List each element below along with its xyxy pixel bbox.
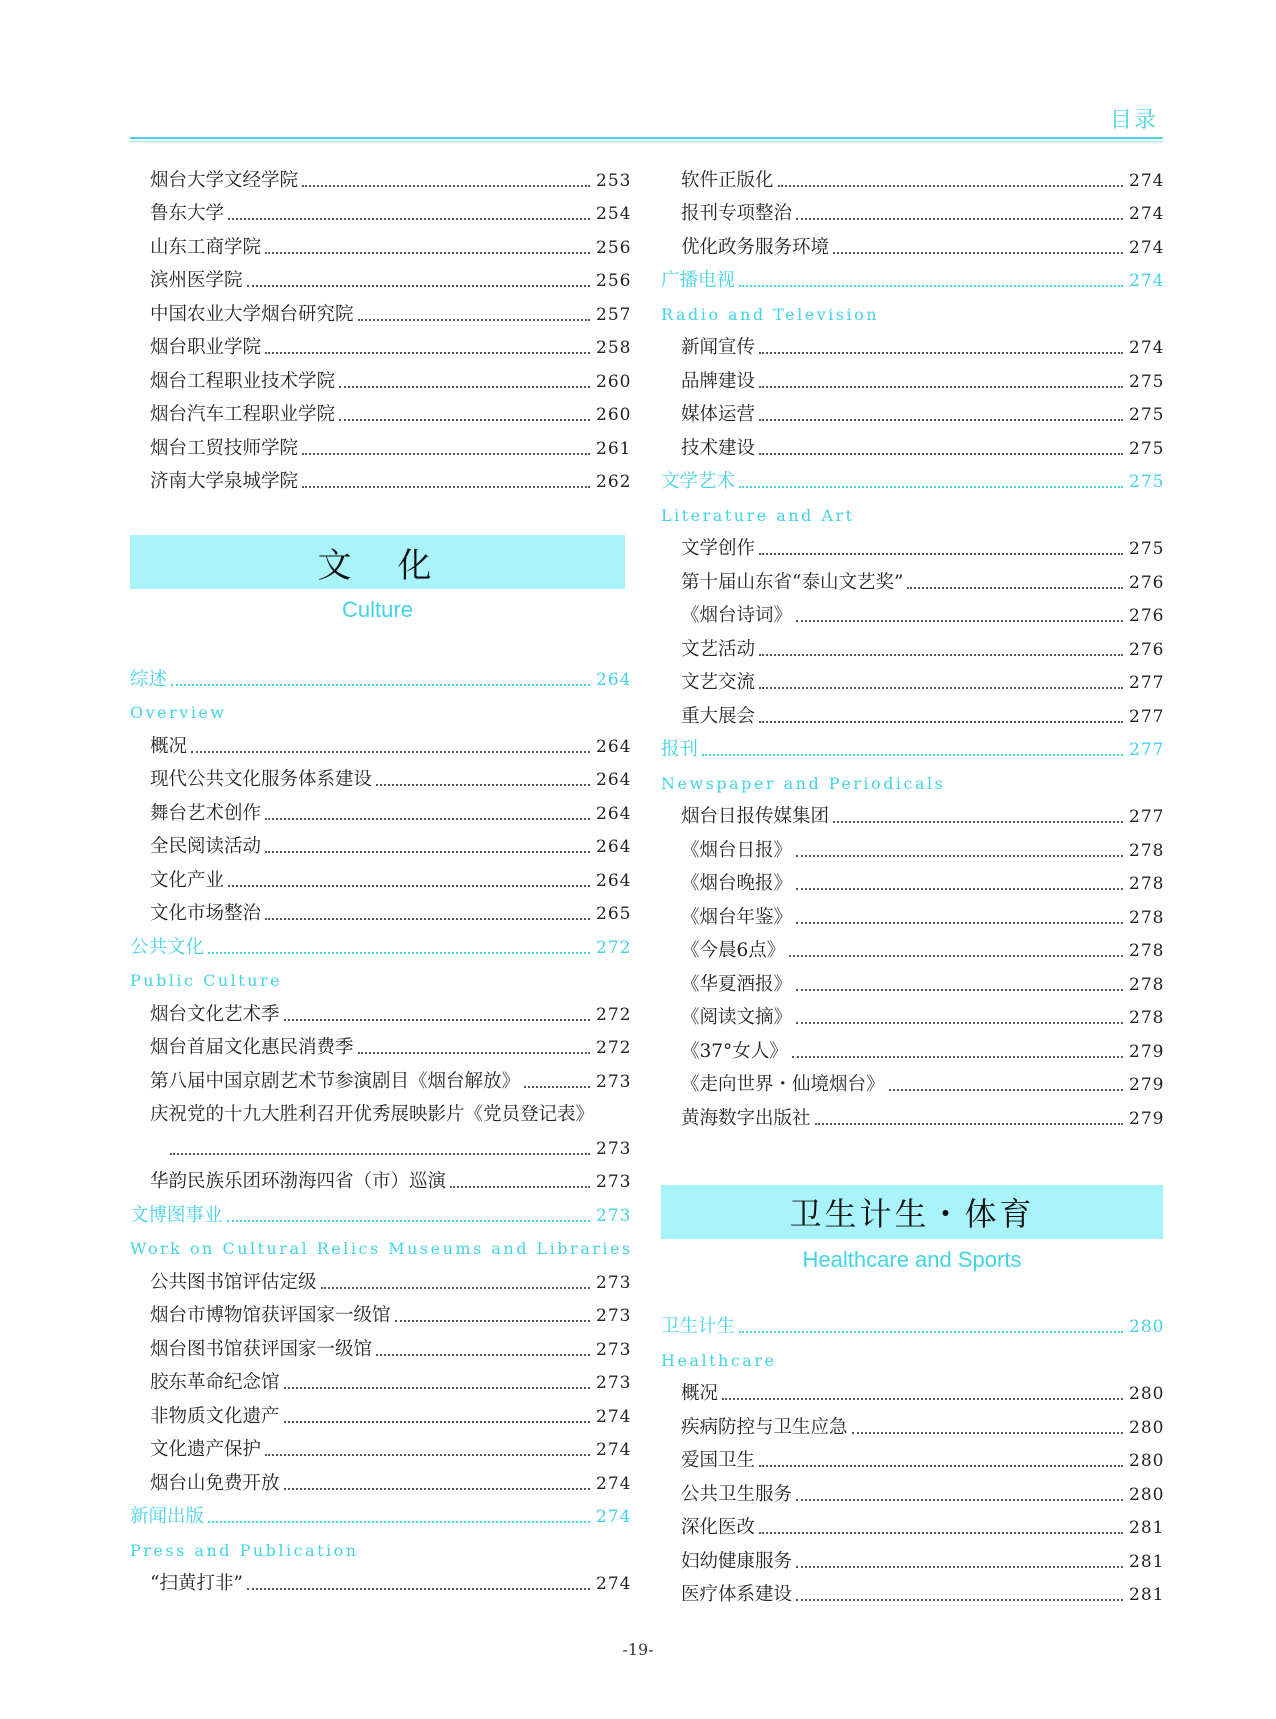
toc-entry [130,860,630,894]
toc-entry [130,1329,630,1363]
toc-category-entry [661,261,1163,295]
toc-leader-dots [796,1599,1123,1601]
toc-entry-label: “扫黄打非” [150,1573,243,1594]
toc-entry-page: 256 [596,237,632,258]
toc-entry [661,361,1163,395]
toc-entry-page: 280 [1129,1384,1165,1404]
toc-entry-page: 274 [1129,170,1165,191]
toc-entry-label: 烟台文化艺术季 [150,1003,280,1025]
toc-category-entry [130,927,630,961]
toc-entry-page: 278 [1129,907,1165,928]
toc-entry [130,1396,630,1430]
toc-entry [661,931,1163,965]
toc-entry [661,998,1163,1032]
toc-entry-label: 文学创作 [681,538,756,559]
toc-entry [661,529,1163,563]
toc-leader-dots [759,1532,1123,1534]
toc-entry-label: 胶东革命纪念馆 [150,1372,280,1393]
page-number: -19- [622,1640,654,1659]
toc-entry-page: 253 [596,170,632,191]
toc-entry [130,1296,630,1330]
toc-leader-dots [796,855,1123,857]
toc-entry [130,361,630,395]
toc-entry-page: 273 [596,1071,632,1092]
toc-entry-page: 280 [1129,1417,1165,1438]
toc-leader-dots [796,1499,1123,1501]
toc-right-column [661,160,1163,1608]
toc-entry-label: 《今晨6点》 [681,940,786,961]
toc-entry-label: 烟台大学文经学院 [150,169,299,191]
toc-entry-label: 山东工商学院 [150,236,262,258]
toc-entry-page: 261 [596,438,632,459]
toc-category-entry [130,1497,630,1531]
toc-entry-page: 275 [1129,539,1165,559]
toc-entry-page: 273 [596,1272,632,1293]
toc-entry-page: 278 [1129,974,1165,995]
toc-entry-page: 272 [596,937,632,958]
toc-entry-label: 烟台工贸技师学院 [150,437,299,459]
toc-entry-label: 烟台日报传媒集团 [681,806,830,827]
toc-entry-page: 278 [1129,941,1165,961]
toc-entry-label: 文化产业 [150,869,225,891]
toc-leader-dots [247,285,590,287]
section-title-health: 卫生计生・体育 [789,1194,1035,1233]
toc-entry [661,227,1163,261]
toc-leader-dots [395,1320,590,1322]
toc-entry-label: 《华夏酒报》 [681,973,793,995]
toc-leader-dots [739,1331,1123,1333]
toc-entry-label: 文艺交流 [681,672,756,693]
toc-entry [130,160,630,194]
toc-entry [661,1441,1163,1475]
toc-entry [130,1463,630,1497]
toc-leader-dots [852,1432,1123,1434]
toc-entry [661,964,1163,998]
toc-entry [661,395,1163,429]
toc-leader-dots [265,352,590,354]
toc-entry [130,227,630,261]
toc-leader-dots [796,922,1123,924]
toc-entry-page: 278 [1129,1008,1165,1028]
toc-leader-dots [208,1521,590,1523]
toc-entry-label: 妇幼健康服务 [681,1550,793,1572]
toc-entry-page: 277 [1129,673,1165,693]
toc-entry [661,1508,1163,1542]
toc-leader-dots [247,1588,590,1590]
toc-leader-dots [789,955,1123,957]
toc-entry [130,760,630,794]
toc-entry [661,696,1163,730]
toc-entry-page: 264 [596,837,632,857]
toc-entry-page: 264 [596,736,632,757]
toc-entry [661,1374,1163,1408]
toc-entry-label: 烟台汽车工程职业学院 [150,404,336,425]
toc-entry [130,1162,630,1196]
toc-entry-page: 264 [596,803,632,824]
toc-entry-label: 《走向世界・仙境烟台》 [681,1074,885,1095]
toc-leader-dots [170,1153,590,1155]
toc-entry [130,1128,630,1162]
toc-category-entry [130,659,630,693]
toc-entry [130,1095,630,1129]
toc-entry-label: 《阅读文摘》 [681,1007,793,1028]
page-header-title: 目录 [1109,108,1158,133]
toc-entry [661,1474,1163,1508]
toc-leader-dots [759,687,1123,689]
toc-leader-dots [228,218,590,220]
toc-entry-label: 烟台山免费开放 [150,1472,280,1494]
toc-entry [661,663,1163,697]
toc-entry-label: 济南大学泉城学院 [150,471,299,492]
toc-entry-page: 274 [596,1440,632,1460]
toc-entry-label: 烟台工程职业技术学院 [150,370,336,392]
toc-leader-dots [228,885,590,887]
toc-leader-dots [796,620,1123,622]
toc-entry [661,596,1163,630]
toc-leader-dots [796,989,1123,991]
toc-leader-dots [796,218,1123,220]
toc-entry [130,1061,630,1095]
toc-entry-label: 《烟台日报》 [681,839,793,861]
toc-entry-page: 279 [1129,1108,1165,1129]
toc-category-english: Literature and Art [661,505,855,525]
toc-entry-label: 文化遗产保护 [150,1439,262,1460]
toc-leader-dots [796,1022,1123,1024]
toc-leader-dots [376,1354,590,1356]
toc-entry-label: 优化政务服务环境 [681,236,830,258]
toc-entry [661,830,1163,864]
toc-entry [661,428,1163,462]
toc-entry-label: 舞台艺术创作 [150,802,262,824]
toc-list-right-health [661,1307,1163,1609]
toc-entry-page: 277 [1129,740,1165,760]
toc-entry-page: 272 [596,1038,632,1058]
toc-leader-dots [284,1019,590,1021]
toc-leader-dots [778,185,1123,187]
toc-leader-dots [302,486,590,488]
toc-entry-label: 第十届山东省“泰山文艺奖” [681,571,904,593]
toc-entry-page: 276 [1129,606,1165,626]
toc-entry-page: 262 [596,472,632,492]
toc-entry-page: 276 [1129,572,1165,593]
toc-leader-dots [739,486,1123,488]
toc-entry-label: 公共图书馆评估定级 [150,1271,317,1293]
toc-entry [661,864,1163,898]
toc-entry-page: 274 [596,1574,632,1594]
toc-entry [130,294,630,328]
toc-entry-label: 品牌建设 [681,370,756,392]
toc-entry-label: 华韵民族乐团环渤海四省（市）巡演 [150,1171,447,1192]
toc-entry-label: 深化医改 [681,1517,756,1538]
toc-entry [130,328,630,362]
toc-entry-label: 公共文化 [130,936,205,958]
toc-leader-dots [265,1454,590,1456]
toc-entry-label: 《烟台诗词》 [681,605,793,626]
header-rule [130,137,1163,139]
toc-leader-dots [759,553,1123,555]
toc-entry [661,1407,1163,1441]
toc-entry [661,160,1163,194]
toc-leader-dots [227,1220,590,1222]
toc-category-english: Newspaper and Periodicals [661,773,946,793]
toc-entry-page: 276 [1129,639,1165,660]
toc-entry-label: 软件正版化 [681,169,774,191]
toc-leader-dots [321,1287,590,1289]
toc-entry-page: 264 [596,870,632,891]
toc-category-english: Overview [130,703,227,722]
toc-entry-label: 爱国卫生 [681,1450,756,1471]
section-subtitle-health: Healthcare and Sports [802,1246,1022,1272]
toc-entry [661,1065,1163,1099]
toc-entry-page: 280 [1129,1484,1165,1505]
toc-entry-page: 265 [596,904,632,924]
toc-entry-page: 274 [596,1473,632,1494]
toc-entry [130,194,630,228]
toc-entry [130,1564,630,1598]
toc-leader-dots [265,918,590,920]
toc-entry-page: 254 [596,204,632,224]
toc-leader-dots [358,319,590,321]
toc-leader-dots [339,419,590,421]
toc-leader-dots [889,1089,1123,1091]
toc-entry-label: 广播电视 [661,270,736,291]
toc-entry-label: 烟台首届文化惠民消费季 [150,1037,354,1058]
toc-entry-label: 全民阅读活动 [150,836,262,857]
toc-entry-label: 技术建设 [681,437,756,459]
toc-entry-label: 文学艺术 [661,471,736,492]
toc-leader-dots [759,1465,1123,1467]
toc-category-entry [661,462,1163,496]
toc-entry-label: 现代公共文化服务体系建设 [150,769,373,790]
toc-entry-label: 文博图事业 [130,1204,223,1226]
toc-entry-label: 《37°女人》 [681,1040,788,1062]
toc-leader-dots [759,419,1123,421]
toc-entry-label: 报刊 [661,739,699,760]
toc-entry-label: 非物质文化遗产 [150,1405,280,1427]
toc-leader-dots [815,1123,1123,1125]
toc-entry [661,1098,1163,1132]
section-header-health [661,1185,1163,1239]
toc-leader-dots [759,386,1123,388]
toc-leader-dots [524,1086,590,1088]
toc-leader-dots [759,453,1123,455]
toc-entry-label: 烟台职业学院 [150,337,262,358]
toc-entry [661,1031,1163,1065]
toc-leader-dots [265,851,590,853]
toc-entry-page: 281 [1129,1551,1165,1572]
toc-entry-label: 《烟台晚报》 [681,873,793,894]
toc-leader-dots [450,1186,590,1188]
toc-entry-page: 274 [1129,338,1165,358]
toc-category-english: Press and Publication [130,1540,359,1560]
toc-entry-label: 鲁东大学 [150,203,225,224]
toc-entry [130,827,630,861]
toc-list-right-top [661,160,1163,1132]
toc-leader-dots [358,1052,590,1054]
section-header-culture [130,535,625,589]
toc-entry-page: 273 [596,1306,632,1326]
toc-leader-dots [302,453,590,455]
toc-left-column [130,160,633,1597]
toc-entry-page: 264 [596,669,632,690]
toc-list-left-culture [130,659,633,1597]
toc-entry-label: 第八届中国京剧艺术节参演剧目《烟台解放》 [150,1070,521,1092]
toc-entry-page: 273 [596,1172,632,1192]
toc-entry [661,897,1163,931]
toc-entry-label: 新闻出版 [130,1506,205,1527]
toc-entry-page: 260 [596,371,632,392]
toc-entry [661,194,1163,228]
toc-leader-dots [265,818,590,820]
toc-entry [130,1262,630,1296]
toc-entry [130,726,630,760]
toc-entry-page: 273 [596,1138,632,1159]
toc-entry-page: 275 [1129,472,1165,492]
toc-entry-page: 264 [596,770,632,790]
toc-entry-page: 273 [596,1205,632,1226]
toc-entry-page: 274 [596,1406,632,1427]
toc-entry-label: 报刊专项整治 [681,203,793,224]
toc-leader-dots [191,751,590,753]
toc-entry-label: 黄海数字出版社 [681,1107,811,1129]
toc-entry [130,462,630,496]
toc-entry-label: 卫生计生 [661,1316,736,1337]
toc-entry [130,395,630,429]
toc-entry-label: 医疗体系建设 [681,1584,793,1605]
toc-entry-label: 媒体运营 [681,404,756,425]
toc-leader-dots [739,285,1123,287]
toc-entry-label: 重大展会 [681,705,756,727]
toc-entry [661,1541,1163,1575]
toc-entry-label: 中国农业大学烟台研究院 [150,303,354,325]
toc-entry-page: 258 [596,338,632,358]
toc-leader-dots [833,821,1123,823]
toc-leader-dots [302,185,590,187]
toc-entry-page: 273 [596,1373,632,1393]
toc-entry-page: 278 [1129,840,1165,861]
toc-entry-label: 滨州医学院 [150,270,243,291]
toc-entry-page: 279 [1129,1041,1165,1062]
toc-entry [130,1430,630,1464]
toc-entry-page: 275 [1129,405,1165,425]
toc-entry-page: 275 [1129,371,1165,392]
toc-entry-label: 烟台图书馆获评国家一级馆 [150,1338,373,1360]
toc-entry-page: 281 [1129,1585,1165,1605]
section-title-culture: 文 化 [317,545,438,586]
header-rule-thin [130,141,1163,142]
toc-entry-page: 277 [1129,807,1165,827]
toc-leader-dots [907,587,1123,589]
toc-entry-page: 281 [1129,1518,1165,1538]
toc-entry [130,261,630,295]
toc-entry-page: 256 [596,271,632,291]
toc-entry-page: 277 [1129,706,1165,727]
toc-leader-dots [759,721,1123,723]
toc-entry-page: 272 [596,1004,632,1025]
toc-leader-dots [722,1398,1123,1400]
toc-entry-page: 273 [596,1339,632,1360]
toc-leader-dots [284,1488,590,1490]
toc-entry [661,629,1163,663]
toc-leader-dots [208,952,590,954]
toc-entry-label: 公共卫生服务 [681,1483,793,1505]
toc-leader-dots [833,252,1123,254]
toc-entry-label: 文化市场整治 [150,903,262,924]
toc-entry [130,428,630,462]
toc-leader-dots [759,654,1123,656]
toc-entry-label: 《烟台年鉴》 [681,906,793,928]
toc-category-english: Radio and Television [661,304,880,324]
toc-leader-dots [339,386,590,388]
toc-leader-dots [796,1566,1123,1568]
toc-category-english: Work on Cultural Relics Museums and Libraries [130,1239,633,1258]
toc-entry-page: 275 [1129,438,1165,459]
toc-entry-label: 文艺活动 [681,638,756,660]
toc-entry [130,793,630,827]
toc-entry-label: 烟台市博物馆获评国家一级馆 [150,1305,391,1326]
toc-entry-label: 庆祝党的十九大胜利召开优秀展映影片《党员登记表》 [150,1104,595,1125]
toc-entry-page: 280 [1129,1317,1165,1337]
section-subtitle-culture: Culture [342,597,413,622]
toc-category-entry [661,730,1163,764]
toc-entry-label: 概况 [681,1383,719,1404]
toc-leader-dots [284,1387,590,1389]
toc-entry-page: 279 [1129,1075,1165,1095]
toc-entry [661,328,1163,362]
toc-leader-dots [759,352,1123,354]
toc-leader-dots [284,1421,590,1423]
toc-leader-dots [792,1056,1123,1058]
toc-leader-dots [376,784,590,786]
toc-entry-page: 278 [1129,874,1165,894]
toc-leader-dots [796,888,1123,890]
toc-leader-dots [171,684,590,686]
toc-leader-dots [702,754,1123,756]
toc-category-entry [130,1195,630,1229]
toc-entry [661,797,1163,831]
toc-entry-page: 257 [596,304,632,325]
toc-category-entry [661,1307,1163,1341]
toc-entry-page: 274 [596,1507,632,1527]
toc-entry [130,1363,630,1397]
toc-entry-page: 280 [1129,1451,1165,1471]
toc-entry [661,562,1163,596]
toc-entry-label: 疾病防控与卫生应急 [681,1416,848,1438]
toc-category-english: Healthcare [661,1350,777,1370]
toc-category-english: Public Culture [130,971,283,990]
toc-list-left-top [130,160,630,495]
toc-entry-page: 260 [596,405,632,425]
toc-entry-label: 新闻宣传 [681,337,756,358]
toc-entry [661,1575,1163,1609]
toc-leader-dots [265,252,590,254]
toc-entry-label: 综述 [130,668,168,690]
toc-entry-label: 概况 [150,735,188,757]
toc-entry [130,894,630,928]
toc-entry-page: 274 [1129,237,1165,258]
toc-entry-page: 274 [1129,271,1165,291]
toc-entry-page: 274 [1129,204,1165,224]
toc-entry [130,994,630,1028]
toc-entry [130,1028,630,1062]
